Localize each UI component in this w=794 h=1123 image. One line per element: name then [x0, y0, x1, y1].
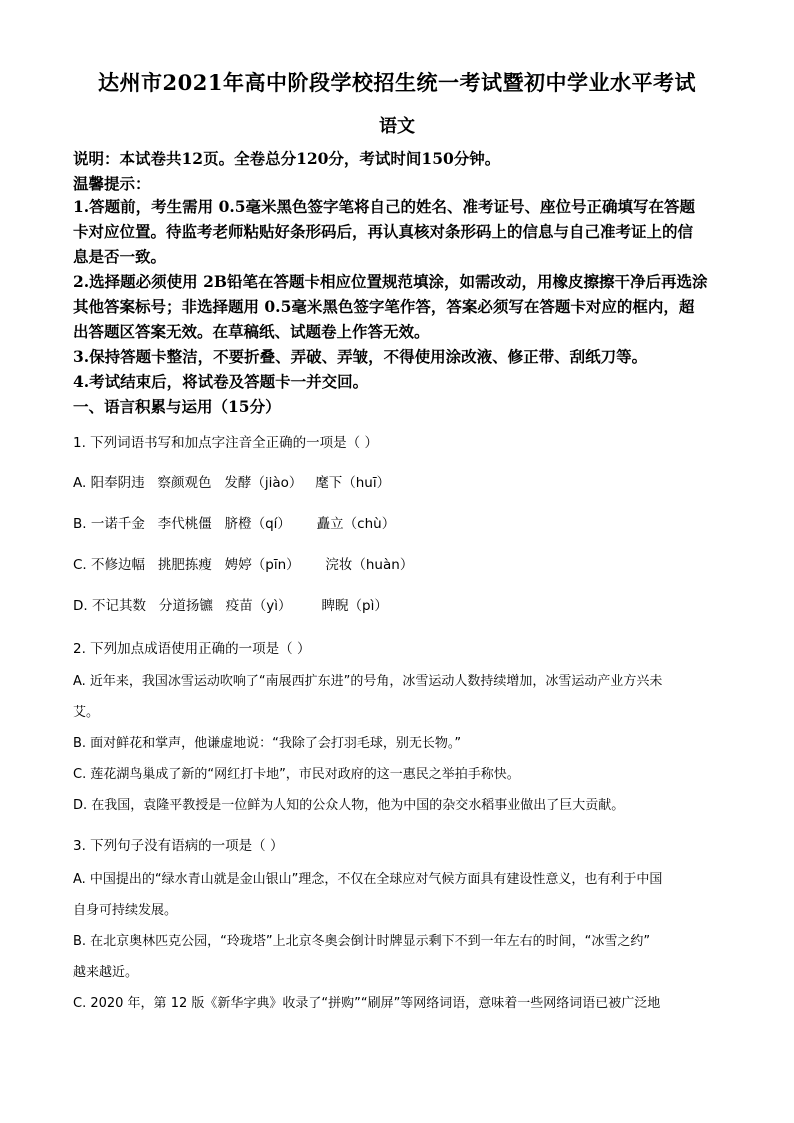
exam-description: 说明：本试卷共12页。全卷总分120分，考试时间150分钟。 — [73, 149, 501, 168]
question-1-option-a: A. 阳奉阴违 察颜观色 发酵（jiào） 麾下（huī） — [73, 475, 391, 491]
question-2-option-b: B. 面对鲜花和掌声，他谦虚地说：“我除了会打羽毛球，别无长物。” — [73, 736, 462, 751]
question-3-option-a-line-1: A. 中国提出的“绿水青山就是金山银山”理念，不仅在全球应对气候方面具有建设性意义，也有利于中国 — [73, 872, 663, 887]
tip-2-line-1: 2.选择题必须使用 2B铅笔在答题卡相应位置规范填涂，如需改动，用橡皮擦擦干净后再选涂 — [73, 272, 708, 291]
question-3-option-b-line-2: 越来越近。 — [73, 965, 139, 980]
question-3-option-c-line-1: C. 2020 年，第 12 版《新华字典》收录了“拼购”“刷屏”等网络词语，意味着一些网络词语已被广泛地 — [73, 996, 661, 1011]
tip-4: 4.考试结束后，将试卷及答题卡一并交回。 — [73, 372, 369, 391]
question-2-option-a-line-2: 艾。 — [73, 705, 100, 720]
question-1-stem: 1. 下列词语书写和加点字注音全正确的一项是（ ） — [73, 435, 378, 451]
question-1-option-c: C. 不修边幅 挑肥拣瘦 娉婷（pīn） 浣妆（huàn） — [73, 557, 414, 573]
tip-1-line-3: 息是否一致。 — [73, 247, 167, 266]
tip-1-line-2: 卡对应位置。待监考老师粘贴好条形码后，再认真核对条形码上的信息与自己准考证上的信 — [73, 222, 694, 241]
question-1-option-b: B. 一诺千金 李代桃僵 脐橙（qí） 矗立（chù） — [73, 516, 396, 532]
question-2-option-d: D. 在我国，袁隆平教授是一位鲜为人知的公众人物，他为中国的杂交水稻事业做出了巨大贡献。 — [73, 798, 625, 813]
tip-3: 3.保持答题卡整洁，不要折叠、弄破、弄皱，不得使用涂改液、修正带、刮纸刀等。 — [73, 347, 648, 366]
tip-1-line-1: 1.答题前，考生需用 0.5毫米黑色签字笔将自己的姓名、准考证号、座位号正确填写在答题 — [73, 197, 696, 216]
question-2-stem: 2. 下列加点成语使用正确的一项是（ ） — [73, 641, 311, 657]
tip-2-line-3: 出答题区答案无效。在草稿纸、试题卷上作答无效。 — [73, 322, 430, 341]
question-3-stem: 3. 下列句子没有语病的一项是（ ） — [73, 838, 284, 854]
question-1-option-d: D. 不记其数 分道扬镳 疫苗（yì） 睥睨（pì） — [73, 598, 388, 614]
question-3-option-a-line-2: 自身可持续发展。 — [73, 903, 178, 918]
question-2-option-a-line-1: A. 近年来，我国冰雪运动吹响了“南展西扩东进”的号角，冰雪运动人数持续增加，冰雪运动产业方兴未 — [73, 674, 663, 689]
section-heading: 一、语言积累与运用（15分） — [73, 397, 281, 416]
question-2-option-c: C. 莲花湖鸟巢成了新的“网红打卡地”，市民对政府的这一惠民之举拍手称快。 — [73, 767, 520, 782]
subject-title: 语文 — [379, 116, 415, 137]
tips-label: 温馨提示： — [73, 174, 151, 193]
exam-title: 达州市2021年高中阶段学校招生统一考试暨初中学业水平考试 — [98, 70, 696, 95]
question-3-option-b-line-1: B. 在北京奥林匹克公园，“玲珑塔”上北京冬奥会倒计时牌显示剩下不到一年左右的时间，“冰雪之约” — [73, 934, 651, 949]
tip-2-line-2: 其他答案标号；非选择题用 0.5毫米黑色签字笔作答，答案必须写在答题卡对应的框内，超 — [73, 297, 695, 316]
